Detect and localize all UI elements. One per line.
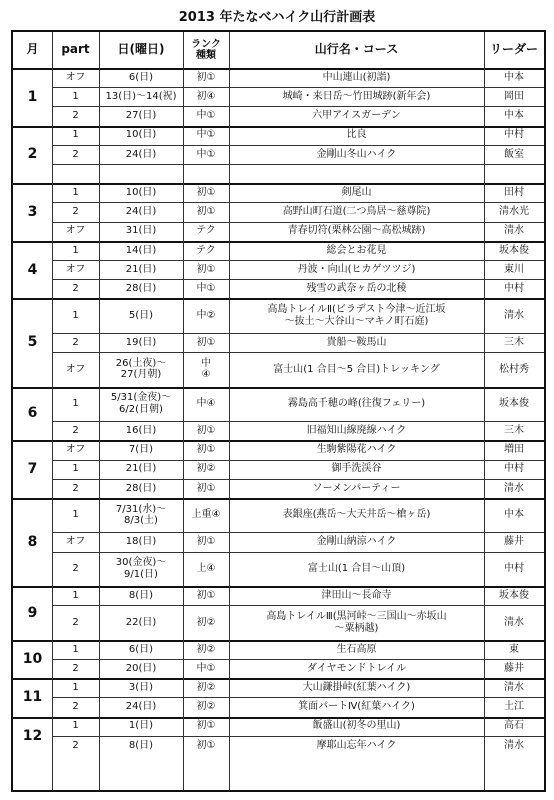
cell-part: 2	[72, 739, 79, 751]
table-row	[13, 697, 544, 716]
table-row	[13, 298, 544, 333]
cell-course: 摩耶山忘年ハイク	[316, 739, 397, 751]
cell-course: 城崎・来日岳～竹田城跡(新年会)	[282, 91, 431, 103]
row-divider	[52, 697, 544, 698]
cell-course: 中山連山(初詣)	[322, 71, 391, 83]
month-label: 8	[27, 533, 38, 550]
cell-rank: 初①	[196, 720, 216, 732]
table-row	[13, 586, 544, 605]
cell-rank: 初①	[196, 71, 216, 83]
cell-part: 1	[72, 309, 79, 321]
table-row	[13, 717, 544, 736]
cell-part: 1	[72, 682, 79, 694]
cell-part: 2	[72, 662, 79, 674]
cell-date: 22(日)	[125, 616, 157, 628]
cell-part: 2	[72, 148, 79, 160]
month-label: 2	[27, 146, 38, 163]
cell-date: 18(日)	[125, 536, 157, 548]
cell-part: 1	[72, 187, 79, 199]
cell-leader: 清水	[504, 482, 524, 494]
table-row	[13, 222, 544, 241]
cell-date: 19(日)	[125, 336, 157, 348]
cell-course: ダイヤモンドトレイル	[306, 662, 407, 674]
table-header	[13, 32, 544, 68]
table-row	[13, 460, 544, 479]
row-divider	[52, 333, 544, 334]
cell-date: 7(日)	[128, 444, 154, 456]
cell-leader: 藤井	[504, 536, 524, 548]
table-row	[13, 552, 544, 587]
cell-date: 26(土夜)～ 27(月朝)	[115, 357, 167, 381]
cell-part: 1	[72, 509, 79, 521]
cell-part: 1	[72, 589, 79, 601]
table-row	[13, 640, 544, 659]
table-row	[13, 678, 544, 697]
cell-course: 津田山～長命寺	[321, 589, 392, 601]
month-label: 6	[27, 405, 38, 422]
cell-rank: 初②	[196, 616, 216, 628]
cell-rank: 初①	[196, 589, 216, 601]
cell-date: 14(日)	[125, 244, 157, 256]
cell-date: 28(日)	[125, 283, 157, 295]
row-divider	[52, 222, 544, 223]
row-divider	[52, 552, 544, 553]
column-divider	[484, 32, 485, 790]
cell-leader: 三木	[504, 336, 524, 348]
header-date: 日(曜日)	[117, 42, 165, 57]
table-row	[13, 605, 544, 640]
row-divider	[52, 260, 544, 261]
cell-date: 6(日)	[128, 71, 154, 83]
table-row	[13, 333, 544, 352]
table-row	[13, 498, 544, 533]
cell-part: オフ	[65, 363, 86, 375]
row-divider	[52, 352, 544, 353]
cell-course: 高島トレイルⅡ(ビラデスト今津～近江坂 ～抜土～大谷山～マキノ町石庭)	[267, 304, 446, 327]
table-row	[13, 106, 544, 125]
cell-rank: 中①	[196, 129, 216, 141]
cell-part: オフ	[65, 71, 86, 83]
cell-course: 高島トレイルⅢ(黒河峠～三国山～赤坂山 ～粟柄越)	[266, 611, 447, 634]
cell-date: 24(日)	[125, 701, 157, 713]
cell-leader: 清水光	[499, 206, 529, 218]
cell-rank: 初①	[196, 336, 216, 348]
cell-rank: テク	[196, 244, 216, 256]
cell-part: 1	[72, 398, 79, 410]
column-divider	[52, 32, 53, 790]
cell-part: 2	[72, 563, 79, 575]
cell-course: 生石高原	[336, 643, 377, 655]
cell-course: 金剛山冬山ハイク	[316, 148, 397, 160]
cell-leader: 中本	[504, 509, 524, 521]
row-divider	[52, 532, 544, 533]
cell-leader: 東川	[504, 263, 524, 275]
cell-leader	[484, 164, 544, 183]
cell-leader: 中村	[504, 283, 524, 295]
cell-date: 10(日)	[125, 187, 157, 199]
table-row	[13, 659, 544, 678]
cell-date: 1(日)	[128, 720, 154, 732]
row-divider	[52, 479, 544, 480]
header-month: 月	[26, 42, 39, 57]
cell-date: 20(日)	[125, 662, 157, 674]
cell-part: 1	[72, 643, 79, 655]
cell-course: 富士山(1 合目～山頂)	[307, 563, 406, 575]
cell-part: 2	[72, 616, 79, 628]
month-label: 12	[22, 727, 43, 744]
cell-rank: 初①	[196, 424, 216, 436]
cell-date: 28(日)	[125, 482, 157, 494]
header-leader: リーダー	[489, 42, 538, 57]
cell-leader: 中本	[504, 71, 524, 83]
cell-date: 5/31(金夜)～ 6/2(日朝)	[110, 392, 172, 415]
cell-course: 霧島高千穂の峰(往復フェリー)	[287, 398, 426, 410]
month-label: 9	[27, 604, 38, 621]
cell-rank: 初④	[196, 91, 216, 103]
cell-leader: 増田	[504, 444, 524, 456]
cell-part: 2	[72, 701, 79, 713]
cell-date: 16(日)	[125, 424, 157, 436]
cell-course	[229, 164, 484, 183]
cell-course: 丹波・向山(ヒカゲツツジ)	[297, 263, 416, 275]
cell-course: 六甲アイスガーデン	[312, 110, 401, 122]
cell-part: 1	[72, 463, 79, 475]
row-divider	[52, 202, 544, 203]
table-row	[13, 260, 544, 279]
cell-leader: 藤井	[504, 662, 524, 674]
cell-leader: 飯室	[504, 148, 524, 160]
cell-leader: 中本	[504, 110, 524, 122]
row-divider	[52, 145, 544, 146]
cell-date: 31(日)	[125, 225, 157, 237]
cell-date	[99, 164, 183, 183]
cell-date: 21(日)	[125, 463, 157, 475]
cell-date: 24(日)	[125, 148, 157, 160]
cell-rank: 初①	[196, 206, 216, 218]
table-row	[13, 479, 544, 498]
cell-rank: 中①	[196, 283, 216, 295]
table-row	[13, 440, 544, 459]
cell-rank	[183, 164, 229, 183]
cell-course: 旧福知山線廃線ハイク	[306, 424, 407, 436]
cell-date: 30(金夜)～ 9/1(日)	[115, 557, 167, 580]
cell-course: 富士山(1 合目～5 合目)トレッキング	[273, 363, 440, 375]
cell-course: 残雪の武奈ヶ岳の北稜	[306, 283, 407, 295]
table-row	[13, 736, 544, 755]
cell-part: オフ	[65, 536, 86, 548]
cell-course: 箕面パートⅣ(紅葉ハイク)	[298, 701, 415, 713]
column-divider	[99, 32, 100, 790]
cell-rank: 初①	[196, 444, 216, 456]
schedule-table	[11, 30, 546, 792]
column-divider	[183, 32, 184, 790]
table-row	[13, 87, 544, 106]
cell-leader: 坂本俊	[499, 589, 529, 601]
cell-date: 5(日)	[128, 309, 154, 321]
cell-rank: 初②	[196, 463, 216, 475]
table-row	[13, 68, 544, 87]
cell-rank: 中①	[196, 110, 216, 122]
row-divider	[52, 87, 544, 88]
cell-course: 総会とお花見	[326, 244, 387, 256]
cell-rank: 初①	[196, 739, 216, 751]
cell-course: 青春切符(栗林公園～高松城跡)	[287, 225, 426, 237]
table-row	[13, 164, 544, 183]
table-row	[13, 126, 544, 145]
cell-course: 大山鎌掛峠(紅葉ハイク)	[302, 682, 411, 694]
cell-rank: 初①	[196, 187, 216, 199]
cell-date: 27(日)	[125, 110, 157, 122]
cell-leader: 中村	[504, 563, 524, 575]
cell-leader: 東	[509, 643, 519, 655]
row-divider	[52, 659, 544, 660]
cell-date: 3(日)	[128, 682, 154, 694]
cell-part: オフ	[65, 225, 86, 237]
cell-course: 金剛山納涼ハイク	[316, 536, 397, 548]
cell-course: 生駒紫陽花ハイク	[316, 444, 397, 456]
row-divider	[52, 164, 544, 165]
cell-rank: 中②	[196, 309, 216, 321]
cell-part: 1	[72, 91, 79, 103]
cell-part: 1	[72, 129, 79, 141]
cell-leader: 坂本俊	[499, 398, 529, 410]
table-row	[13, 202, 544, 221]
month-label: 11	[22, 689, 43, 706]
cell-part: オフ	[65, 263, 86, 275]
cell-part: 2	[72, 424, 79, 436]
cell-rank: テク	[196, 225, 216, 237]
cell-date: 21(日)	[125, 263, 157, 275]
month-label: 7	[27, 461, 38, 478]
cell-rank: 中 ④	[201, 357, 211, 381]
cell-rank: 中④	[196, 398, 216, 410]
cell-leader: 清水	[504, 309, 524, 321]
cell-date: 10(日)	[125, 129, 157, 141]
cell-rank: 初②	[196, 643, 216, 655]
cell-rank: 上重④	[191, 509, 221, 521]
header-course: 山行名・コース	[314, 42, 399, 57]
cell-date: 8(日)	[128, 739, 154, 751]
cell-rank: 中①	[196, 662, 216, 674]
month-label: 1	[27, 88, 38, 105]
row-divider	[52, 736, 544, 737]
cell-leader: 中村	[504, 129, 524, 141]
cell-course: 剣尾山	[341, 187, 372, 199]
cell-leader: 清水	[504, 682, 524, 694]
row-divider	[52, 460, 544, 461]
month-label: 10	[22, 650, 43, 667]
cell-leader: 清水	[504, 225, 524, 237]
cell-leader: 土江	[504, 701, 524, 713]
cell-leader: 清水	[504, 616, 524, 628]
cell-date: 7/31(水)～ 8/3(土)	[115, 503, 167, 527]
month-label: 4	[27, 261, 38, 278]
cell-part: 1	[72, 720, 79, 732]
cell-rank: 初②	[196, 701, 216, 713]
cell-course: 比良	[346, 129, 367, 141]
cell-part	[52, 164, 99, 183]
table-row	[13, 532, 544, 551]
cell-rank: 初②	[196, 682, 216, 694]
table-row	[13, 421, 544, 440]
month-label: 3	[27, 203, 38, 220]
table-row	[13, 183, 544, 202]
cell-leader: 中村	[504, 463, 524, 475]
cell-leader: 清水	[504, 739, 524, 751]
cell-rank: 上④	[196, 563, 216, 575]
cell-course: 貴船～鞍馬山	[326, 336, 387, 348]
cell-leader: 岡田	[504, 91, 524, 103]
header-rank: ランク 種類	[191, 38, 221, 61]
cell-rank: 初①	[196, 263, 216, 275]
cell-course: 高野山町石道(二つ鳥居～慈尊院)	[282, 206, 431, 218]
table-row	[13, 145, 544, 164]
row-divider	[52, 605, 544, 606]
table-row	[13, 352, 544, 387]
cell-leader: 坂本俊	[499, 244, 529, 256]
cell-part: 2	[72, 336, 79, 348]
cell-part: 2	[72, 283, 79, 295]
cell-rank: 中①	[196, 148, 216, 160]
month-label: 5	[27, 334, 38, 351]
cell-date: 8(日)	[128, 589, 154, 601]
row-divider	[52, 106, 544, 107]
cell-date: 24(日)	[125, 206, 157, 218]
cell-leader: 高石	[504, 720, 524, 732]
column-divider	[229, 32, 230, 790]
row-divider	[52, 421, 544, 422]
cell-course: 表銀座(燕岳～大天井岳～槍ヶ岳)	[282, 509, 431, 521]
cell-date: 13(日)～14(祝)	[105, 91, 177, 103]
cell-course: 御手洗渓谷	[331, 463, 382, 475]
cell-part: 2	[72, 482, 79, 494]
cell-course: 飯盛山(初冬の里山)	[312, 720, 401, 732]
cell-rank: 初①	[196, 536, 216, 548]
header-part: part	[61, 42, 90, 57]
table-row	[13, 241, 544, 260]
table-row	[13, 279, 544, 298]
cell-leader: 田村	[504, 187, 524, 199]
cell-leader: 松村秀	[499, 363, 529, 375]
cell-part: オフ	[65, 444, 86, 456]
cell-rank: 初①	[196, 482, 216, 494]
cell-leader: 三木	[504, 424, 524, 436]
page-title: 2013 年たなべハイク山行計画表	[178, 10, 376, 25]
cell-part: 2	[72, 206, 79, 218]
cell-course: ソーメンパーティー	[312, 482, 401, 494]
cell-date: 6(日)	[128, 643, 154, 655]
cell-part: 1	[72, 244, 79, 256]
cell-part: 2	[72, 110, 79, 122]
row-divider	[52, 279, 544, 280]
table-row	[13, 387, 544, 422]
